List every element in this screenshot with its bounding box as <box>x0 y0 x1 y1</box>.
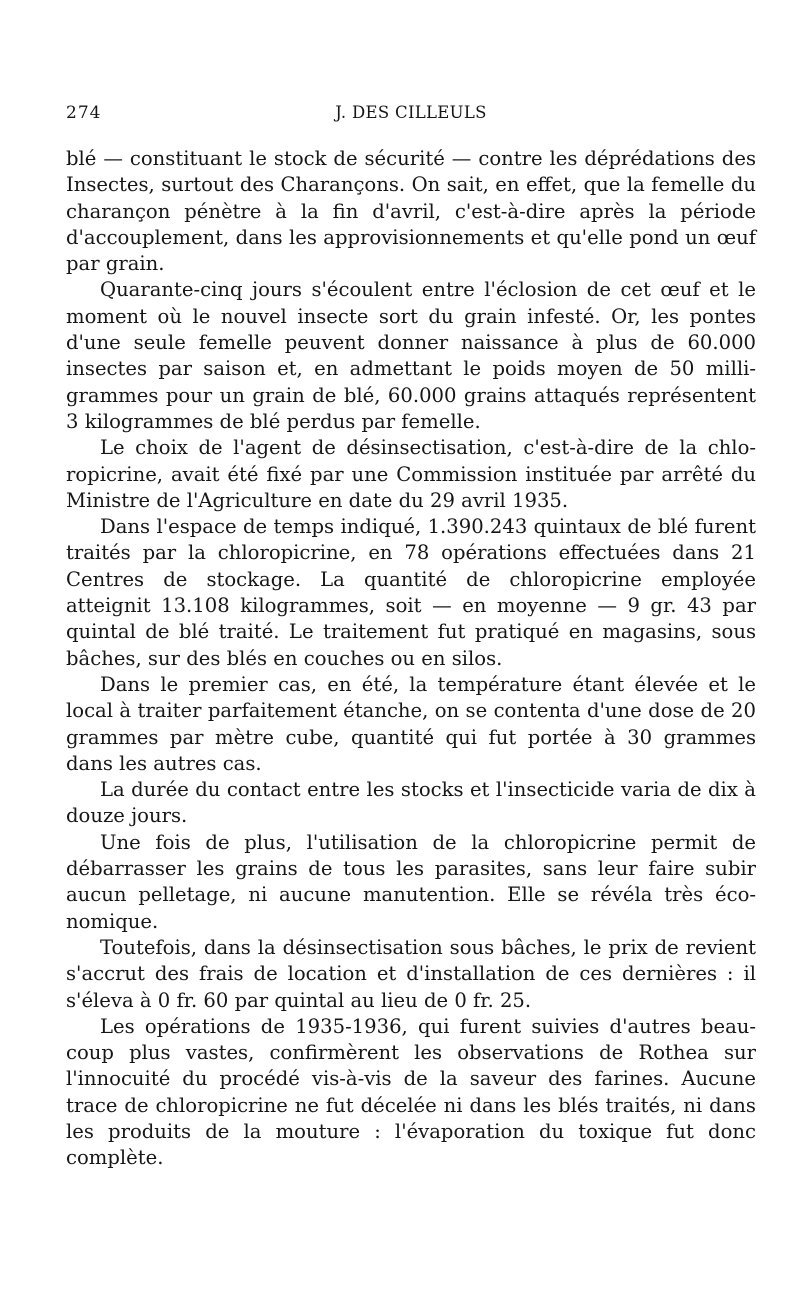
running-title: J. DES CILLEULS <box>335 103 487 122</box>
paragraph: Quarante-cinq jours s'écoulent entre l'éclosion de cet œuf et le moment où le nouvel insecte sort du grain infesté. Or, les pontes d'une seule femelle peuvent donner naissance à plus de 60.000 insectes par saison et, en admettant le poids moyen de 50 milligrammes pour un grain de blé, 60.000 grains attaqués représentent 3 kilogrammes de blé perdus par femelle. <box>66 278 756 433</box>
paragraph: Toutefois, dans la désinsectisation sous bâches, le prix de revient s'accrut des frais de location et d'installation de ces dernières : il s'éleva à 0 fr. 60 par quintal au lieu de 0 fr. 25. <box>66 935 756 1012</box>
running-head <box>66 103 756 127</box>
paragraph: La durée du contact entre les stocks et l'insecticide varia de dix à douze jours. <box>66 778 756 828</box>
page-number: 274 <box>66 103 102 123</box>
paragraph: Le choix de l'agent de désinsectisation, c'est-à-dire de la chloropicrine, avait été fixé par une Commission instituée par arrêté du Ministre de l'Agriculture en date du 29 avril 1935. <box>66 436 756 512</box>
paragraph: Une fois de plus, l'utilisation de la chloropicrine permit de débarrasser les grains de tous les parasites, sans leur faire subir aucun pelletage, ni aucune manutention. Elle se révéla très économique. <box>66 830 756 933</box>
paragraph: Dans l'espace de temps indiqué, 1.390.243 quintaux de blé furent traités par la chloropicrine, en 78 opérations effectuées dans 21 Centres de stockage. La quantité de chloropicrine employée atteignit 13.108 kilogrammes, soit — en moyenne — 9 gr. 43 par quintal de blé traité. Le traitement fut pratiqué en magasins, sous bâches, sur des blés en couches ou en silos. <box>66 515 756 670</box>
paragraph: Dans le premier cas, en été, la température étant élevée et le local à traiter parfaitement étanche, on se contenta d'une dose de 20 grammes par mètre cube, quantité qui fut portée à 30 grammes dans les autres cas. <box>66 672 756 775</box>
paragraph: Les opérations de 1935-1936, qui furent suivies d'autres beaucoup plus vastes, confirmèrent les observations de Rothea sur l'innocuité du procédé vis-à-vis de la saveur des farines. Aucune trace de chloropicrine ne fut décelée ni dans les blés traités, ni dans les produits de la mouture : l'évaporation du toxique fut donc complète. <box>66 1014 756 1170</box>
paragraph-continued: blé — constituant le stock de sécurité — contre les déprédations des Insectes, surtout des Charançons. On sait, en effet, que la femelle du charançon pénètre à la fin d'avril, c'est-à-dire après la période d'accouplement, dans les approvisionnements et qu'elle pond un œuf par grain. <box>66 147 756 276</box>
body-text <box>66 146 756 1172</box>
